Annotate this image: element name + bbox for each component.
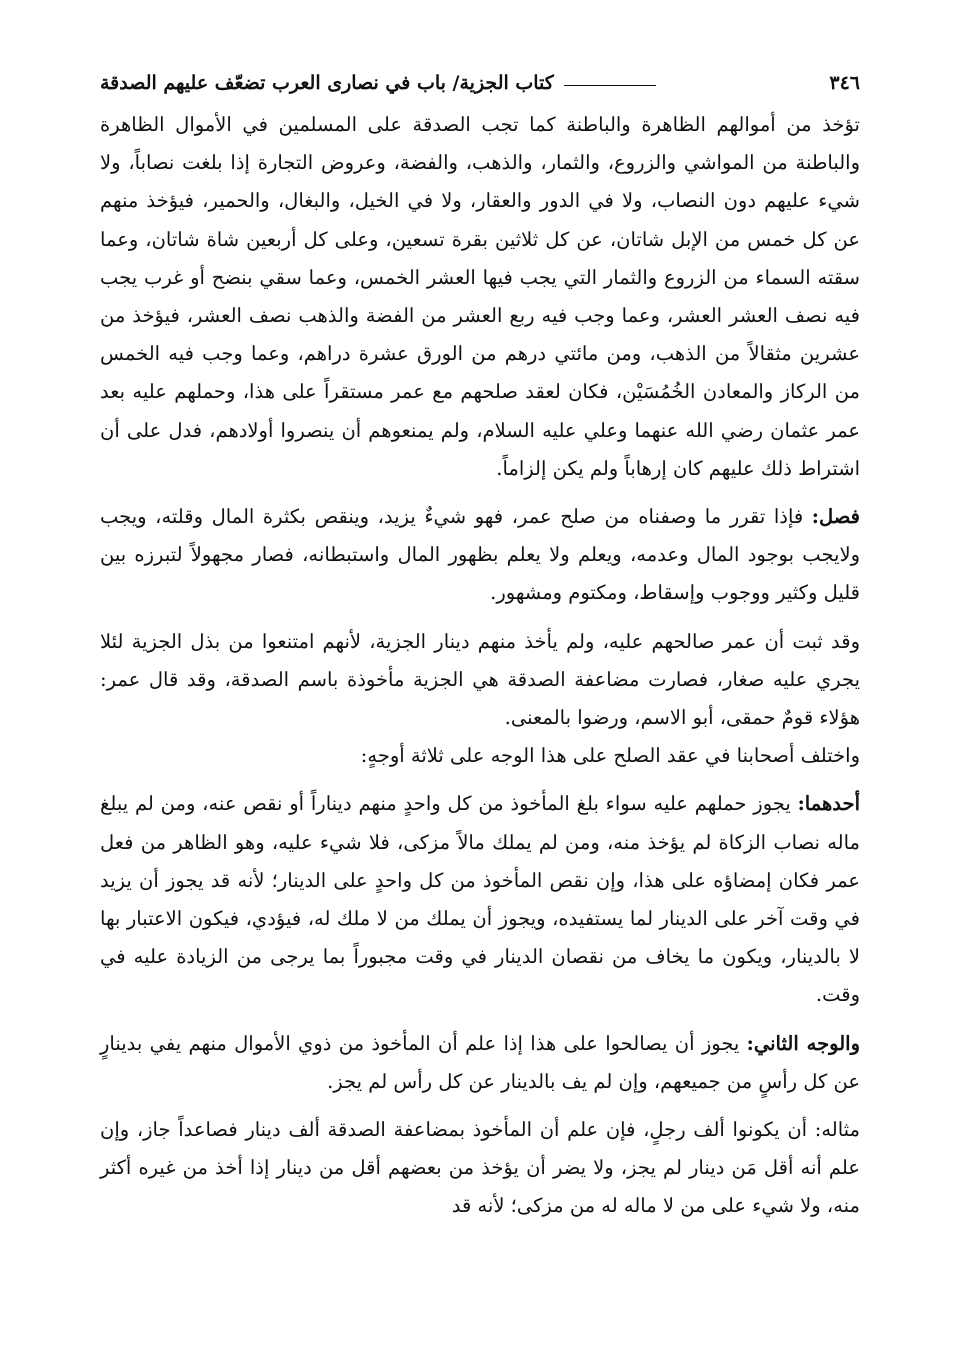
paragraph-text: واختلف أصحابنا في عقد الصلح على هذا الوجه على ثلاثة أوجهٍ: bbox=[360, 744, 860, 768]
paragraph-text: مثاله: أن يكونوا ألف رجلٍ، فإن علم أن المأخوذ بمضاعفة الصدقة ألف دينار فصاعداً جاز، وإن علم أنه أقل مَن دينار لم يجز، ولا يضر أن يؤخذ من بعضهم أقل من دينار إذا أخذ من غيره أكثر منه، ولا شيء على من لا ماله له من مزكى؛ لأنه قد bbox=[100, 1118, 860, 1218]
paragraph-text: فإذا تقرر ما وصفناه من صلح عمر، فهو شيءٌ يزيد، وينقص بكثرة المال وقلته، ويجب ولايجب بوجود المال وعدمه، ويعلم ولا يعلم بظهور المال واستبطانه، فصار مجهولاً لتبرزه بين قليل وكثير ووجوب وإسقاط، ومكتوم ومشهور. bbox=[100, 505, 860, 605]
paragraph-text: تؤخذ من أموالهم الظاهرة والباطنة كما تجب الصدقة على المسلمين في الأموال الظاهرة والباطنة من المواشي والزروع، والثمار، والذهب، والفضة، وعروض التجارة إذا بلغت نصاباً، ولا شيء عليهم دون النصاب، ولا في الدور والعقار، ولا في الخيل، والبغال، والحمير، فيؤخذ منهم عن كل خمس من الإبل شاتان، عن كل ثلاثين بقرة تسعين، وعلى كل أربعين شاة شاتان، وعما سقته السماء من الزروع والثمار التي يجب فيها العشر الخمس، وعما سقي بنضح أو غرب يجب فيه نصف العشر العشر، وعما وجب فيه ربع العشر من الفضة والذهب نصف العشر، فيؤخذ من عشرين مثقالاً من الذهب، ومن مائتي درهم من الورق عشرة دراهم، وعما وجب فيه الخمس من الركاز والمعادن الخُمُسَيْن، فكان لعقد صلحهم مع عمر مستقراً على هذا، وحملهم عليه بعد عمر عثمان رضي الله عنهما وعلي عليه السلام، ولم يمنعوهم أن ينصروا أولادهم، فدل على أن اشتراط ذلك عليهم كان إرهاباً ولم يكن إلزاماً. bbox=[100, 113, 860, 480]
paragraph bbox=[100, 1025, 860, 1101]
document-page bbox=[100, 66, 860, 1226]
paragraph bbox=[100, 623, 860, 738]
paragraph-lead: فصل: bbox=[811, 505, 860, 529]
header-rule bbox=[564, 85, 656, 86]
body-text bbox=[100, 106, 860, 1226]
paragraph bbox=[100, 785, 860, 1014]
paragraph-text: يجوز أن يصالحوا على هذا إذا علم أن المأخوذ من ذوي الأموال منهم يفي بدينارٍ عن كل رأسٍ من جميعهم، وإن لم يف بالدينار عن كل رأس لم يجز. bbox=[100, 1031, 860, 1093]
page-number: ٣٤٦ bbox=[829, 71, 860, 94]
paragraph bbox=[100, 1111, 860, 1226]
header-title-group bbox=[100, 71, 656, 94]
paragraph bbox=[100, 498, 860, 613]
paragraph-text: يجوز حملهم عليه سواء بلغ المأخوذ من كل واحدٍ منهم ديناراً أو نقص عنه، ومن لم يبلغ ماله نصاب الزكاة لم يؤخذ منه، ومن لم يملك مالاً مزكى، فلا شيء عليه، وهو الظاهر من فعل عمر فكان إمضاؤه على هذا، وإن نقص المأخوذ من كل واحدٍ على الدينار؛ لأنه قد يجوز أن يزيد في وقت آخر على الدينار لما يستفيده، ويجوز أن يملك من لا ملك له، فيؤدي، فيكون الاعتبار بها لا بالدينار، ويكون ما يخاف من نقصان الدينار في وقت مجبوراً بما يرجى من الزيادة عليه في وقت. bbox=[100, 792, 860, 1007]
running-header bbox=[100, 66, 860, 100]
page-title: كتاب الجزية/ باب في نصارى العرب تضعّف عليهم الصدقة bbox=[100, 71, 554, 94]
paragraph bbox=[100, 106, 860, 488]
paragraph bbox=[100, 737, 860, 775]
paragraph-lead: أحدهما: bbox=[797, 792, 861, 816]
paragraph-lead: والوجه الثاني: bbox=[746, 1031, 860, 1055]
paragraph-text: وقد ثبت أن عمر صالحهم عليه، ولم يأخذ منهم دينار الجزية، لأنهم امتنعوا من بذل الجزية لئلا يجري عليه صغار، فصارت مضاعفة الصدقة هي الجزية مأخوذة باسم الصدقة، وقد قال عمر: هؤلاء قومٌ حمقى، أبو الاسم، ورضوا بالمعنى. bbox=[100, 629, 860, 730]
